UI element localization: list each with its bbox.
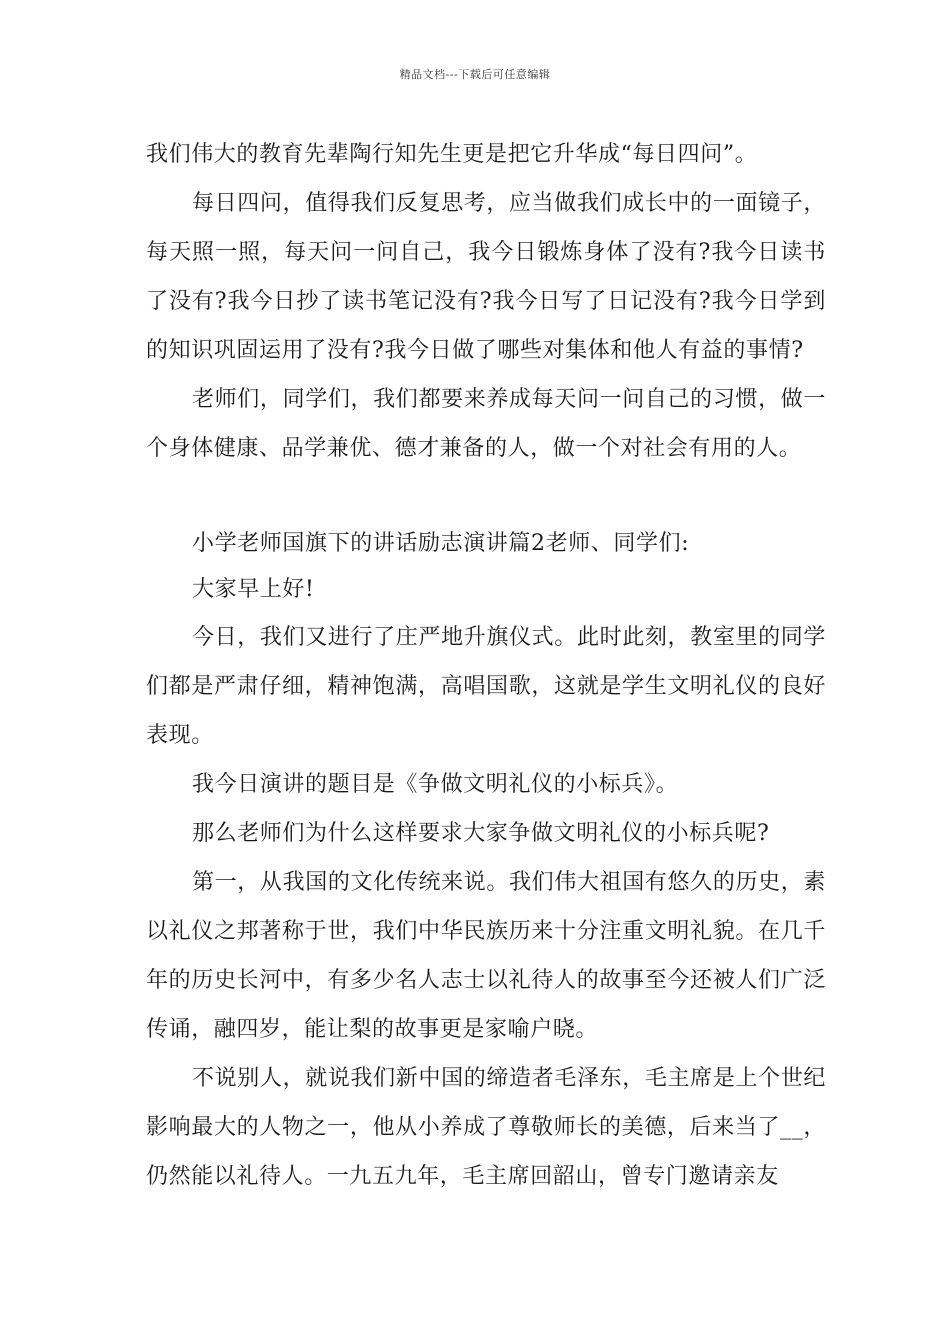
paragraph-first-reason: 第一，从我国的文化传统来说。我们伟大祖国有悠久的历史，素以礼仪之邦著称于世，我们中华民族历来十分注重文明礼貌。在几千年的历史长河中，有多少名人志士以礼待人的故事至今还被人们广泛传诵，融四岁，能让梨的故事更是家喻户晓。	[146, 870, 826, 1042]
paragraph-question: 那么老师们为什么这样要求大家争做文明礼仪的小标兵呢?	[192, 821, 770, 846]
section-gap	[146, 473, 826, 521]
paragraph-speech-topic: 我今日演讲的题目是《争做文明礼仪的小标兵》。	[192, 772, 679, 797]
paragraph-continuation: 我们伟大的教育先辈陶行知先生更是把它升华成“每日四问”。	[146, 142, 758, 167]
paragraph-flag-ceremony: 今日，我们又进行了庄严地升旗仪式。此时此刻，教室里的同学们都是严肃仔细，精神饱满，高唱国歌，这就是学生文明礼仪的良好表现。	[146, 625, 826, 748]
document-body	[146, 130, 826, 1201]
speech-title: 小学老师国旗下的讲话励志演讲篇2老师、同学们:	[192, 531, 690, 556]
greeting: 大家早上好!	[192, 577, 315, 602]
paragraph-mao-example: 不说别人，就说我们新中国的缔造者毛泽东，毛主席是上个世纪影响最大的人物之一，他从小养成了尊敬师长的美德，后来当了__，仍然能以礼待人。一九五九年，毛主席回韶山，曾专门邀请亲友	[146, 1066, 826, 1189]
page-header: 精品文档---下载后可任意编辑	[399, 68, 551, 81]
paragraph-four-questions: 每日四问，值得我们反复思考，应当做我们成长中的一面镜子，每天照一照，每天问一问自己，我今日锻炼身体了没有?我今日读书了没有?我今日抄了读书笔记没有?我今日写了日记没有?我今日学到的知识巩固运用了没有?我今日做了哪些对集体和他人有益的事情?	[146, 191, 826, 363]
paragraph-closing-call: 老师们，同学们，我们都要来养成每天问一问自己的习惯，做一个身体健康、品学兼优、德才兼备的人，做一个对社会有用的人。	[146, 387, 826, 461]
